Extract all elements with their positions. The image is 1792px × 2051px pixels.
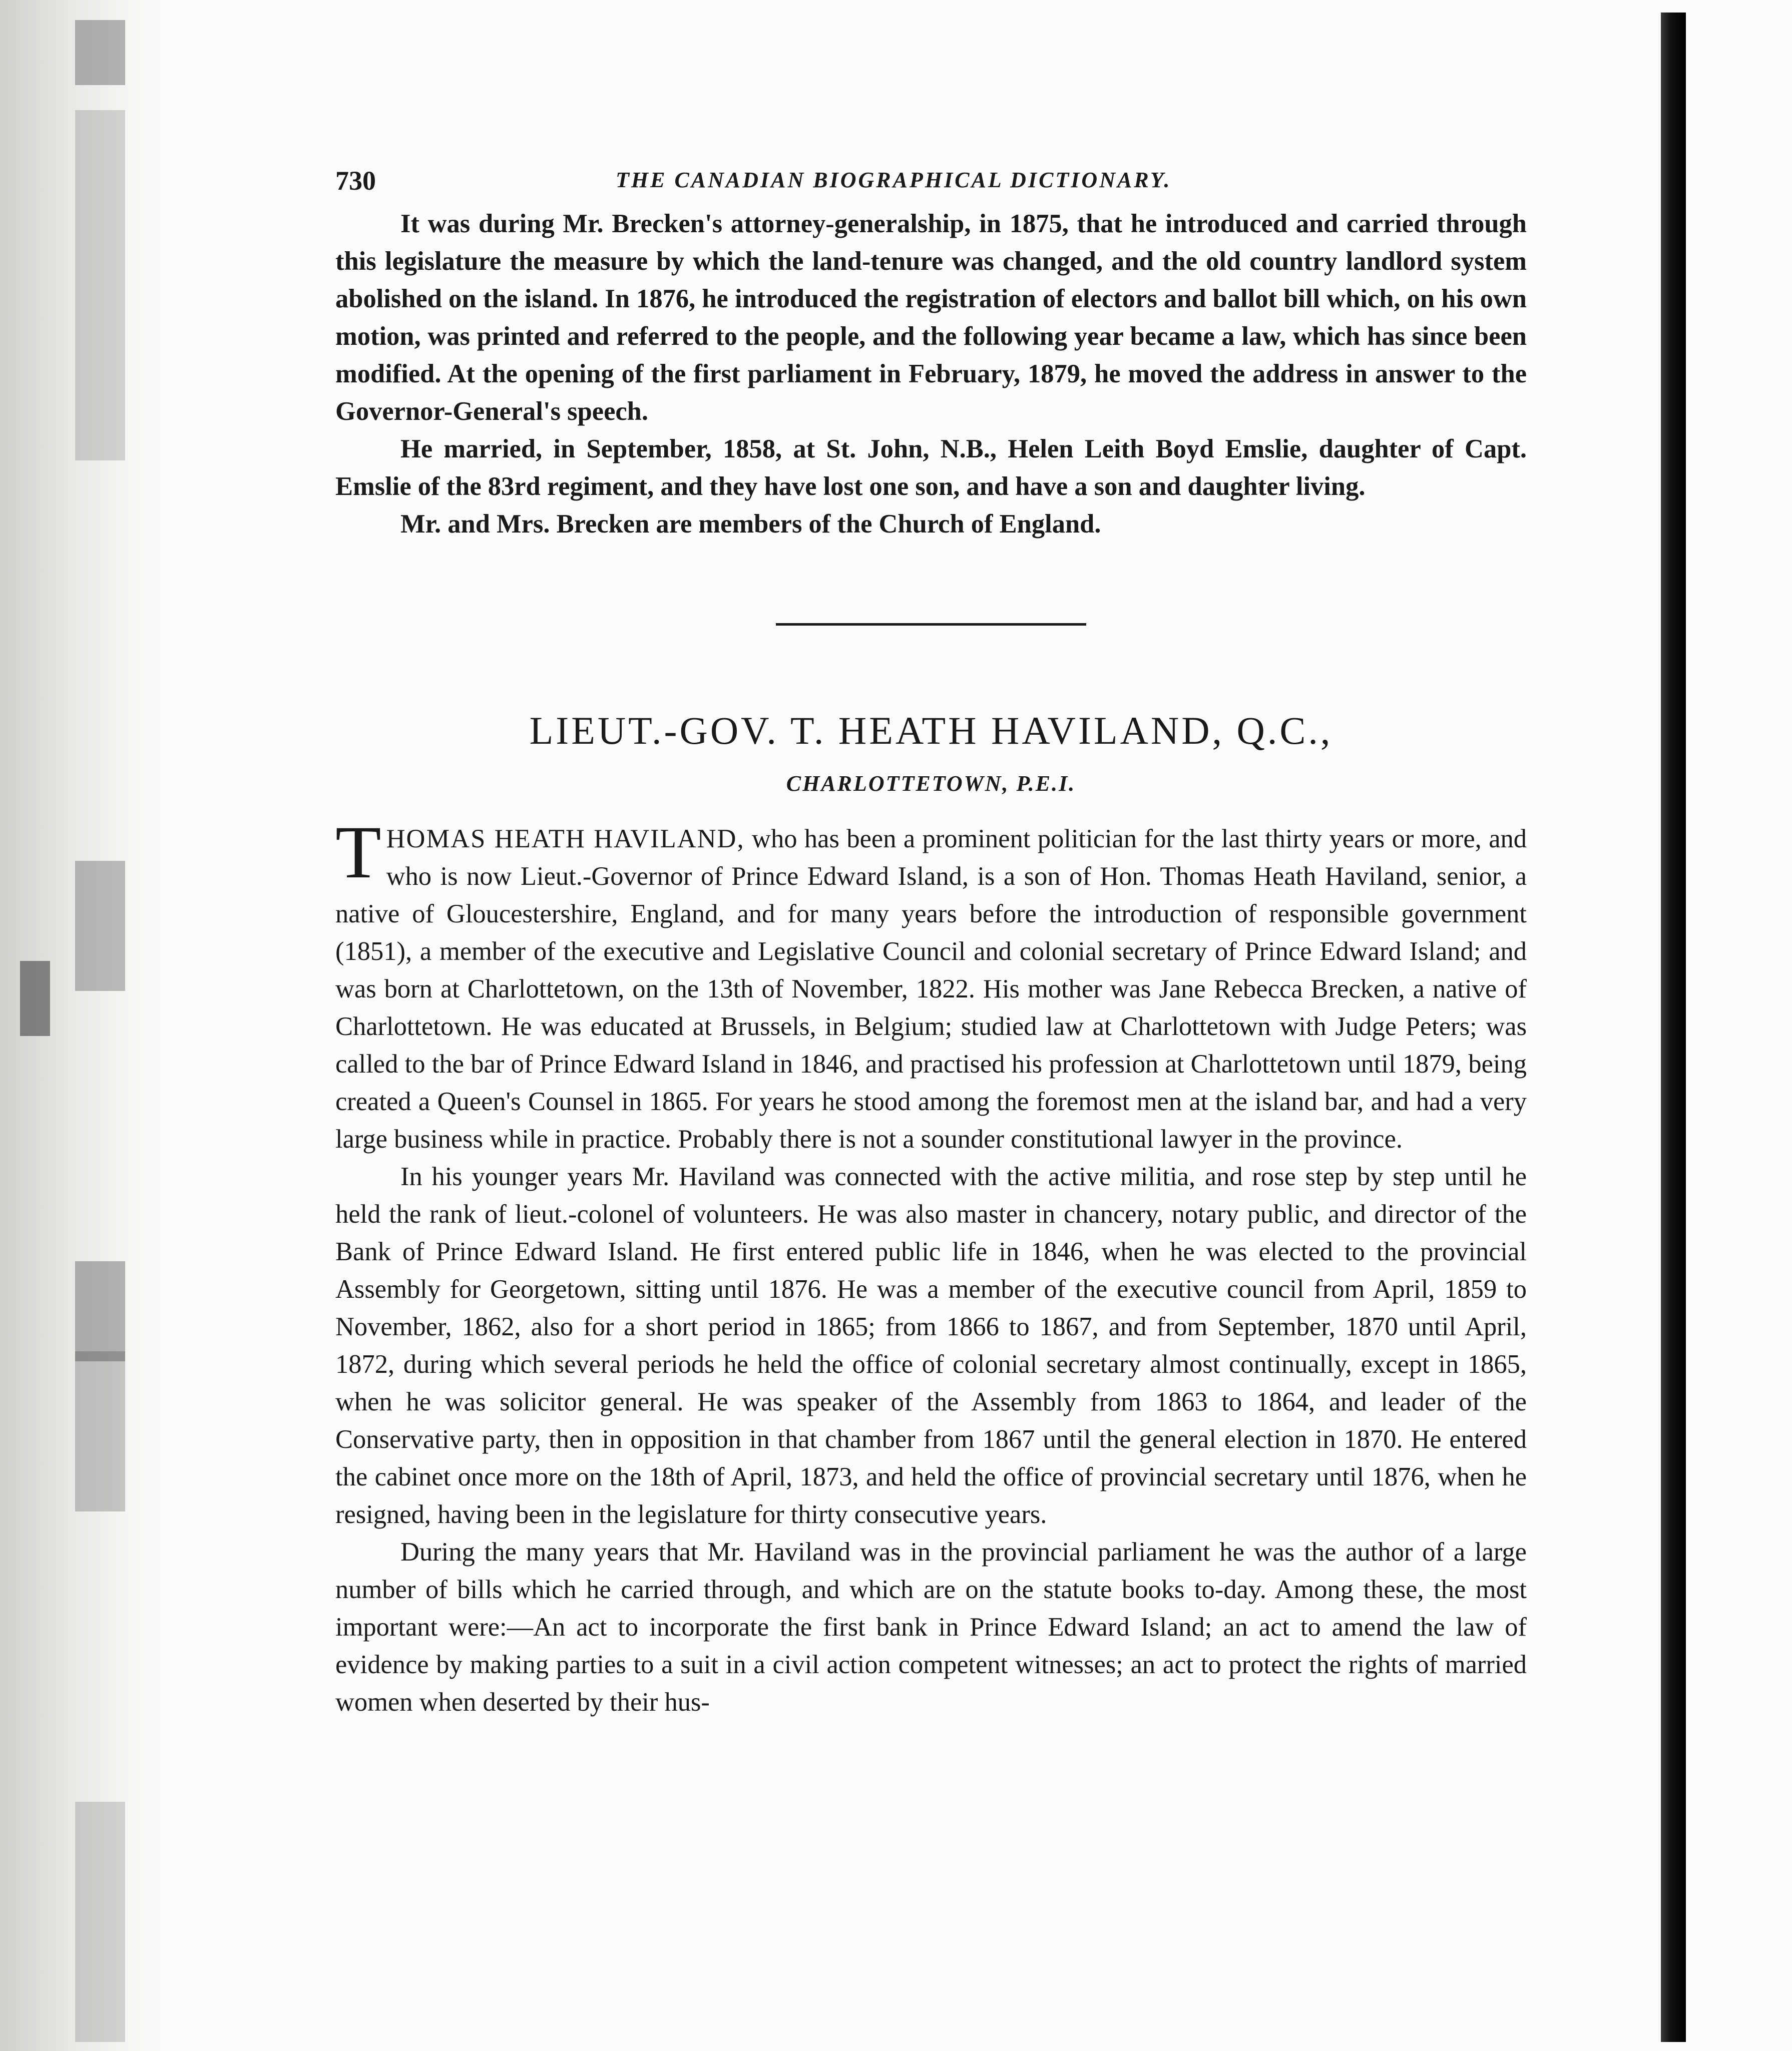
article-title: LIEUT.-GOV. T. HEATH HAVILAND, Q.C.,: [529, 709, 1333, 752]
paragraph: He married, in September, 1858, at St. John, N.B., Helen Leith Boyd Emslie, daughter of Capt. Emslie of the 83rd regiment, and they have lost one son, and have a son and daughter living.: [335, 434, 1527, 501]
scan-artifact: [75, 110, 125, 460]
scan-binding-shadow: [1661, 13, 1686, 2042]
section-divider: [776, 623, 1086, 626]
paragraph: During the many years that Mr. Haviland was in the provincial parliament he was the author of a large number of bills which he carried through, and which are on the statute books to-day. Among these, the most important were:—An act to incorporate the first bank in Prince Edward Island; an act to amend the law of evidence by making parties to a suit in a civil action competent witnesses; an act to protect the rights of married women when deserted by their hus-: [335, 1537, 1527, 1717]
scan-artifact: [75, 20, 125, 85]
first-words: HOMAS HEATH HAVILAND,: [386, 824, 745, 853]
page-number: 730: [335, 166, 376, 196]
paragraph: In his younger years Mr. Haviland was connected with the active militia, and rose step by step until he held the rank of lieut.-colonel of volunteers. He was also master in chancery, notary public, and director of the Bank of Prince Edward Island. He first entered public life in 1846, when he was elected to the provincial Assembly for Georgetown, sitting until 1876. He was a member of the executive council from April, 1859 to November, 1862, also for a short period in 1865; from 1866 to 1867, and from September, 1870 until April, 1872, during which several periods he held the office of colonial secretary almost continually, except in 1865, when he was solicitor general. He was speaker of the Assembly from 1863 to 1864, and leader of the Conservative party, then in opposition in that chamber from 1867 until the general election in 1870. He entered the cabinet once more on the 18th of April, 1873, and held the office of provincial secretary until 1876, when he resigned, having been in the legislature for thirty consecutive years.: [335, 1162, 1527, 1529]
scan-artifact: [20, 961, 50, 1036]
page-header: [335, 165, 1527, 205]
article-body: [335, 811, 1527, 1721]
scan-artifact: [75, 1261, 125, 1361]
article-subtitle: CHARLOTTETOWN, P.E.I.: [786, 771, 1076, 796]
first-paragraph: [335, 811, 1527, 1158]
drop-cap: T: [335, 811, 381, 894]
scan-left-edge: [0, 0, 165, 2051]
scan-artifact: [75, 1802, 125, 2042]
scan-artifact: [75, 1351, 125, 1511]
running-title: THE CANADIAN BIOGRAPHICAL DICTIONARY.: [616, 168, 1172, 192]
previous-article-text: [335, 205, 1527, 543]
paragraph: It was during Mr. Brecken's attorney-generalship, in 1875, that he introduced and carried through this legislature the measure by which the land-tenure was changed, and the old country landlord system abolished on the island. In 1876, he introduced the registration of electors and ballot bill which, on his own motion, was printed and referred to the people, and the following year became a law, which has since been modified. At the opening of the first parliament in February, 1879, he moved the address in answer to the Governor-General's speech.: [335, 209, 1527, 426]
paragraph: Mr. and Mrs. Brecken are members of the Church of England.: [400, 509, 1101, 539]
first-paragraph-text: who has been a prominent politician for the last thirty years or more, and who is now Lieut.-Governor of Prince Edward Island, is a son of Hon. Thomas Heath Haviland, senior, a native of Gloucestershire, England, and for many years before the introduction of responsible government (1851), a member of the executive and Legislative Council and colonial secretary of Prince Edward Island; and was born at Charlottetown, on the 13th of November, 1822. His mother was Jane Rebecca Brecken, a native of Charlottetown. He was educated at Brussels, in Belgium; studied law at Charlottetown with Judge Peters; was called to the bar of Prince Edward Island in 1846, and practised his profession at Charlottetown until 1879, being created a Queen's Counsel in 1865. For years he stood among the foremost men at the island bar, and had a very large business while in practice. Probably there is not a sounder constitutional lawyer in the province.: [335, 824, 1527, 1154]
scan-artifact: [75, 861, 125, 991]
page: [335, 165, 1527, 1721]
